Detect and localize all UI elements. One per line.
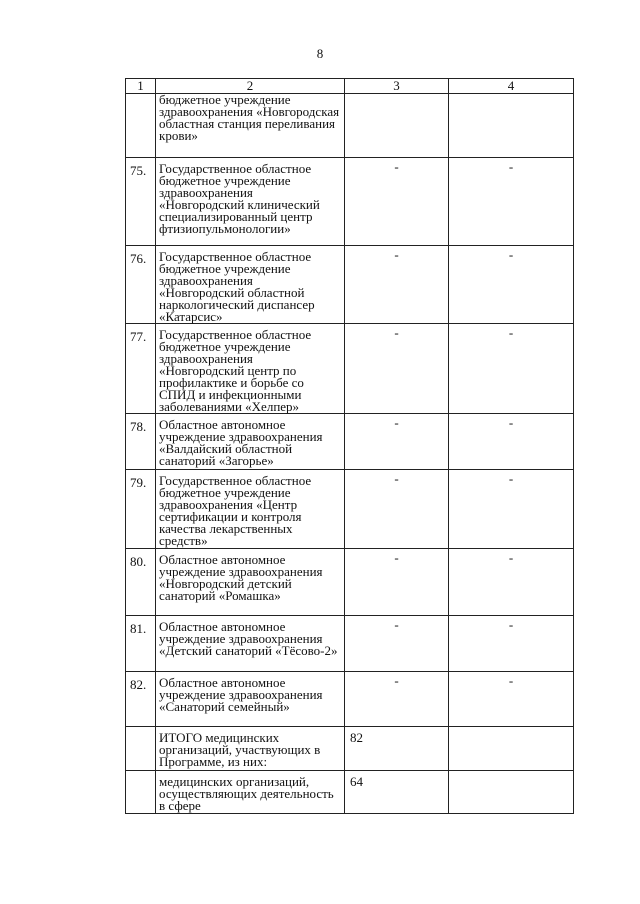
col3-value (345, 94, 449, 158)
header-col-1: 1 (126, 79, 156, 94)
col3-value: - (345, 470, 449, 549)
col3-value: - (345, 246, 449, 324)
table-row (126, 549, 574, 616)
col3-value: - (345, 549, 449, 616)
col3-value: - (345, 414, 449, 470)
col4-value: - (449, 549, 574, 616)
organization-name: ИТОГО медицинских организаций, участвующих в Программе, из них: (156, 727, 345, 771)
table-row (126, 414, 574, 470)
col4-value (449, 94, 574, 158)
row-number: 76. (126, 246, 156, 324)
col3-value: - (345, 158, 449, 246)
table-row-subtotal (126, 771, 574, 814)
col4-value: - (449, 414, 574, 470)
table-row (126, 470, 574, 549)
row-number: 78. (126, 414, 156, 470)
header-col-4: 4 (449, 79, 574, 94)
row-number: 75. (126, 158, 156, 246)
row-number: 79. (126, 470, 156, 549)
page-number: 8 (316, 46, 324, 61)
organization-name: Государственное областное бюджетное учреждение здравоохранения «Новгородский центр по профилактике и борьбе со СПИД и инфекционными заболеваниями «Хелпер» (156, 324, 345, 414)
organization-name: Областное автономное учреждение здравоохранения «Валдайский областной санаторий «Загорье» (156, 414, 345, 470)
row-number: 80. (126, 549, 156, 616)
col4-value: - (449, 470, 574, 549)
col4-value: - (449, 246, 574, 324)
col4-value (449, 727, 574, 771)
row-number: 77. (126, 324, 156, 414)
col3-value: 82 (345, 727, 449, 771)
organization-name: Государственное областное бюджетное учреждение здравоохранения «Новгородский клинический специализированный центр фтизиопульмонологии» (156, 158, 345, 246)
col4-value (449, 771, 574, 814)
organization-name: бюджетное учреждение здравоохранения «Новгородская областная станция переливания крови» (156, 94, 345, 158)
table-row (126, 672, 574, 727)
table-row (126, 94, 574, 158)
header-col-3: 3 (345, 79, 449, 94)
table-row (126, 616, 574, 672)
organization-name: Областное автономное учреждение здравоохранения «Санаторий семейный» (156, 672, 345, 727)
organizations-table (125, 78, 574, 814)
organization-name: Областное автономное учреждение здравоохранения «Детский санаторий «Тёсово-2» (156, 616, 345, 672)
organization-name: Областное автономное учреждение здравоохранения «Новгородский детский санаторий «Ромашка» (156, 549, 345, 616)
table-row (126, 158, 574, 246)
row-number: 82. (126, 672, 156, 727)
header-col-2: 2 (156, 79, 345, 94)
col4-value: - (449, 158, 574, 246)
row-number (126, 94, 156, 158)
col4-value: - (449, 324, 574, 414)
table-row (126, 324, 574, 414)
col3-value: - (345, 324, 449, 414)
row-number (126, 771, 156, 814)
organization-name: Государственное областное бюджетное учреждение здравоохранения «Новгородский областной наркологический диспансер «Катарсис» (156, 246, 345, 324)
col3-value: 64 (345, 771, 449, 814)
col4-value: - (449, 616, 574, 672)
table-row (126, 246, 574, 324)
col3-value: - (345, 616, 449, 672)
organization-name: Государственное областное бюджетное учреждение здравоохранения «Центр сертификации и контроля качества лекарственных средств» (156, 470, 345, 549)
table-row-total (126, 727, 574, 771)
col3-value: - (345, 672, 449, 727)
col4-value: - (449, 672, 574, 727)
organization-name: медицинских организаций, осуществляющих деятельность в сфере (156, 771, 345, 814)
row-number: 81. (126, 616, 156, 672)
row-number (126, 727, 156, 771)
